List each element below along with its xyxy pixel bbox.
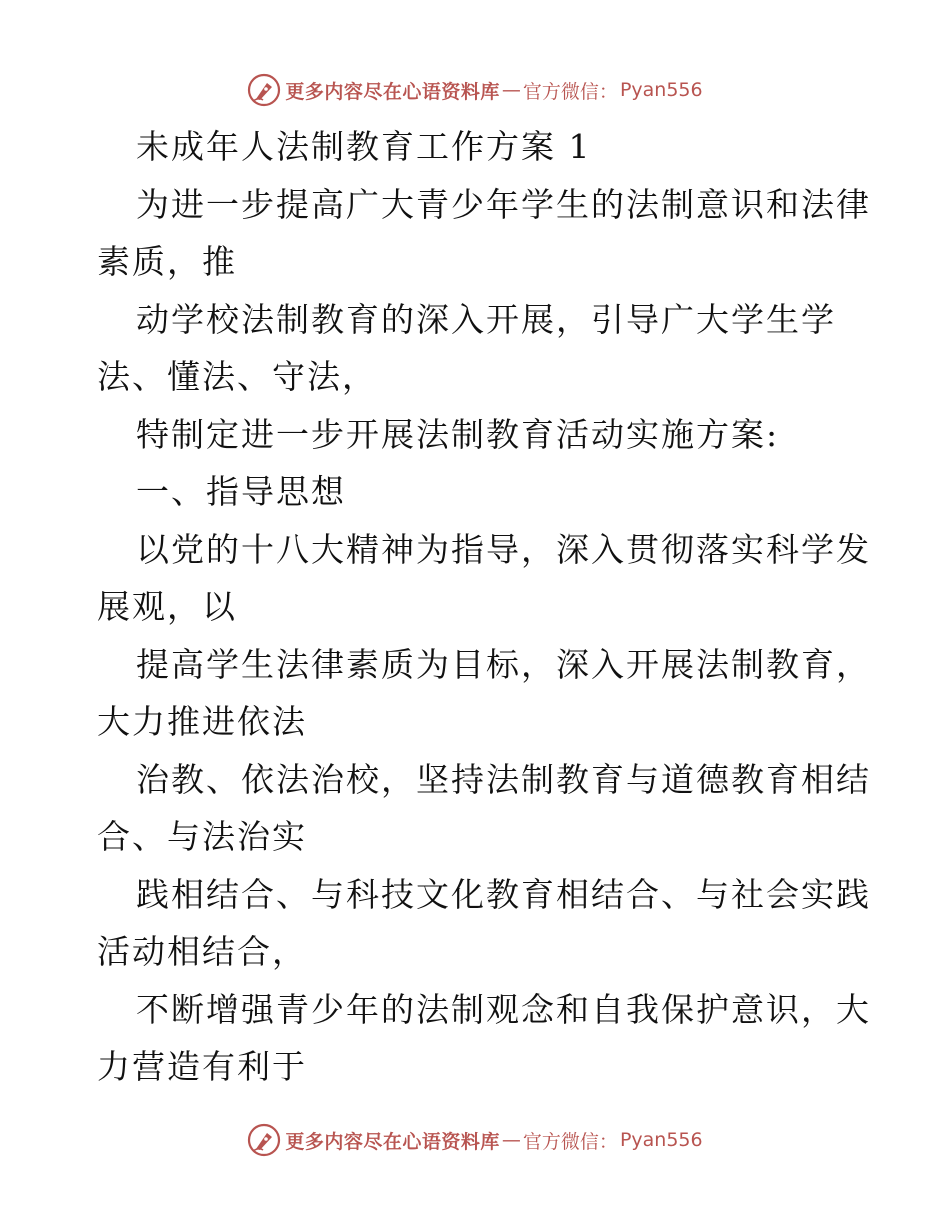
section-heading: 一、指导思想 — [136, 472, 346, 511]
paragraph-line: 法、懂法、守法， — [97, 357, 377, 396]
paragraph-line: 大力推进依法 — [97, 702, 307, 741]
paragraph-line: 特制定进一步开展法制教育活动实施方案: — [136, 414, 780, 454]
document-body — [0, 118, 950, 1096]
pen-nib-logo-icon — [247, 1123, 281, 1157]
watermark-text: 更多内容尽在心语资料库 — [285, 1130, 500, 1153]
paragraph-line: 展观，以 — [97, 587, 237, 626]
watermark-text: 更多内容尽在心语资料库 — [285, 80, 500, 103]
paragraph-line: 为进一步提高广大青少年学生的法制意识和法律 — [136, 184, 871, 224]
header-watermark — [0, 70, 950, 110]
footer-watermark — [0, 1120, 950, 1160]
paragraph-line: 力营造有利于 — [97, 1047, 307, 1086]
paragraph-line: 治教、依法治校，坚持法制教育与道德教育相结 — [136, 759, 871, 799]
paragraph-line: 活动相结合， — [97, 932, 307, 971]
paragraph-line: 践相结合、与科技文化教育相结合、与社会实践 — [136, 874, 871, 914]
pen-nib-logo-icon — [247, 73, 281, 107]
watermark-wechat-label: 官方微信： — [522, 80, 618, 103]
paragraph-line: 合、与法治实 — [97, 817, 307, 856]
paragraph-line: 不断增强青少年的法制观念和自我保护意识，大 — [136, 989, 871, 1029]
document-title: 未成年人法制教育工作方案 1 — [136, 127, 592, 166]
watermark-wechat-label: 官方微信： — [522, 1130, 618, 1153]
paragraph-line: 提高学生法律素质为目标，深入开展法制教育， — [136, 644, 871, 684]
watermark-wechat-id: Pyan556 — [619, 1129, 703, 1151]
watermark-separator: — — [501, 79, 521, 101]
paragraph-line: 以党的十八大精神为指导，深入贯彻落实科学发 — [136, 529, 871, 569]
watermark-separator: — — [501, 1129, 521, 1151]
paragraph-line: 动学校法制教育的深入开展，引导广大学生学 — [136, 299, 836, 339]
watermark-wechat-id: Pyan556 — [619, 79, 703, 101]
paragraph-line: 素质，推 — [97, 242, 237, 281]
